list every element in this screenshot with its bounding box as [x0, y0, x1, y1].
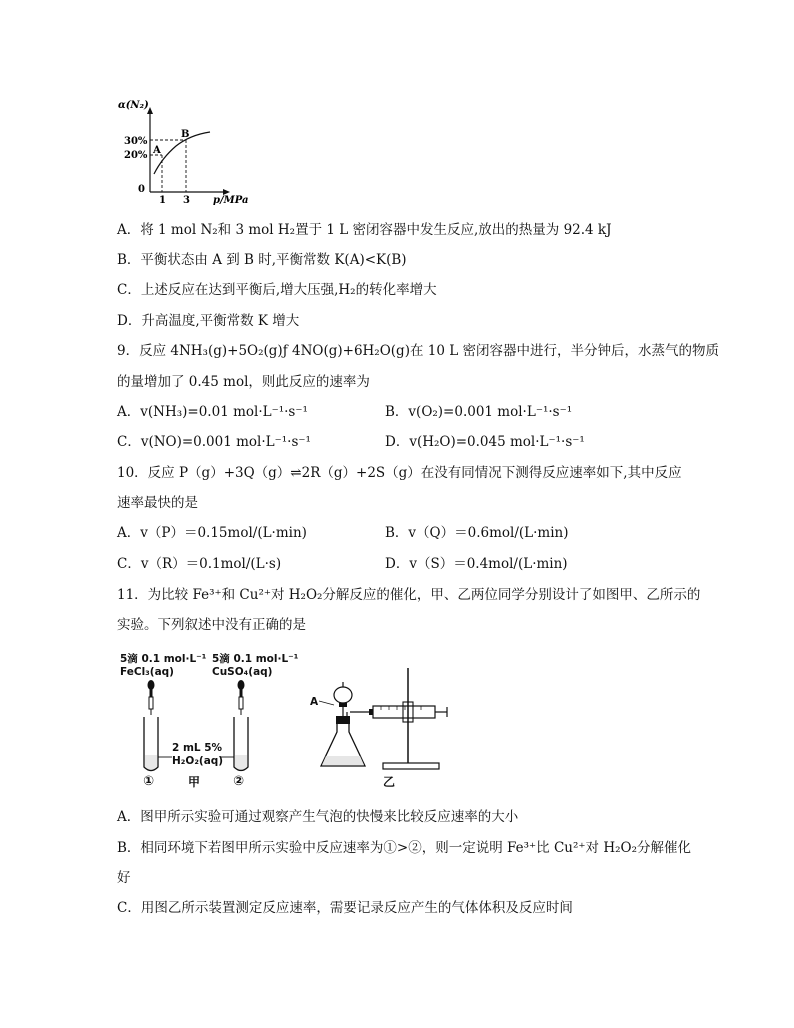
fig-tube1-label: ①: [143, 774, 155, 789]
fig-left-drop-label: 5滴 0.1 mol·L⁻¹: [120, 653, 207, 665]
x-tick-3: 3: [183, 195, 190, 206]
q8-option-c: C．上述反应在达到平衡后,增大压强,H₂的转化率增大: [117, 282, 437, 298]
y-tick-30: 30%: [124, 136, 148, 147]
q10-option-a: A．v（P）＝0.15mol/(L·min): [117, 525, 307, 541]
left-dropper: [148, 680, 155, 715]
right-dropper: [238, 680, 245, 715]
fig-middle-volume-label: 2 mL 5%: [172, 742, 223, 754]
point-b-label: B: [181, 129, 190, 140]
fig-right-drop-label: 5滴 0.1 mol·L⁻¹: [212, 653, 299, 665]
figure-yi-apparatus: [315, 660, 455, 775]
q9-stem-line2: 的量增加了 0.45 mol，则此反应的速率为: [117, 374, 370, 390]
q8-option-a: A．将 1 mol N₂和 3 mol H₂置于 1 L 密闭容器中发生反应,放出的热量为 92.4 kJ: [117, 222, 612, 238]
q11-option-b-line1: B．相同环境下若图甲所示实验中反应速率为①>②，则一定说明 Fe³⁺比 Cu²⁺对 H₂O₂分解催化: [117, 840, 691, 856]
fig-a-label: A: [310, 696, 319, 708]
q10-option-b: B．v（Q）＝0.6mol/(L·min): [385, 525, 569, 541]
y-tick-20: 20%: [124, 150, 148, 161]
q9-option-b: B．v(O₂)=0.001 mol·L⁻¹·s⁻¹: [385, 404, 573, 420]
syringe-barrel: [373, 706, 435, 718]
q10-stem-line1: 10．反应 P（g）+3Q（g）⇌2R（g）+2S（g）在没有同情况下测得反应速率如下,其中反应: [117, 465, 682, 481]
fig-right-reagent-label: CuSO₄(aq): [212, 666, 273, 678]
fig-left-reagent-label: FeCl₃(aq): [120, 666, 174, 678]
fig-jia-label: 甲: [188, 775, 201, 789]
x-tick-1: 1: [159, 195, 166, 206]
flask-stopper: [336, 716, 350, 724]
q9-option-a: A．v(NH₃)=0.01 mol·L⁻¹·s⁻¹: [117, 404, 308, 420]
q10-stem-line2: 速率最快的是: [117, 495, 198, 511]
fig-middle-reagent-label: H₂O₂(aq): [172, 755, 224, 767]
q10-option-d: D．v（S）＝0.4mol/(L·min): [385, 556, 568, 572]
q8-option-d: D．升高温度,平衡常数 K 增大: [117, 313, 300, 329]
q9-option-d: D．v(H₂O)=0.045 mol·L⁻¹·s⁻¹: [385, 434, 585, 450]
label-a-pointer: [319, 701, 334, 705]
fig-yi-label: 乙: [383, 775, 396, 789]
q10-option-c: C．v（R）＝0.1mol/(L·s): [117, 556, 282, 572]
q11-option-a: A．图甲所示实验可通过观察产生气泡的快慢来比较反应速率的大小: [117, 809, 519, 825]
syringe-tip: [369, 709, 373, 715]
graph-x-axis-label: p/MPa: [213, 195, 249, 206]
stand-base: [383, 763, 439, 769]
y-tick-0: 0: [138, 184, 145, 195]
q9-option-c: C．v(NO)=0.001 mol·L⁻¹·s⁻¹: [117, 434, 311, 450]
left-tube-liquid: [145, 755, 157, 770]
right-tube-liquid: [235, 755, 247, 770]
q8-option-b: B．平衡状态由 A 到 B 时,平衡常数 K(A)<K(B): [117, 252, 407, 268]
point-a-label: A: [153, 145, 161, 156]
q9-stem-line1: 9．反应 4NH₃(g)+5O₂(g)ƒ 4NO(g)+6H₂O(g)在 10 L 密闭容器中进行，半分钟后，水蒸气的物质: [117, 343, 719, 359]
q11-stem-line2: 实验。下列叙述中没有正确的是: [117, 617, 306, 633]
graph-y-axis-label: α(N₂): [118, 100, 149, 111]
q11-option-c: C．用图乙所示装置测定反应速率，需要记录反应产生的气体体积及反应时间: [117, 900, 573, 916]
q11-stem-line1: 11．为比较 Fe³⁺和 Cu²⁺对 H₂O₂分解反应的催化，甲、乙两位同学分别设计了如图甲、乙所示的: [117, 587, 701, 603]
flask-liquid: [322, 756, 364, 765]
fig-tube2-label: ②: [233, 774, 245, 789]
figure-jia-apparatus: [120, 675, 260, 775]
equilibrium-graph: [110, 95, 260, 210]
q11-option-b-line2: 好: [117, 870, 131, 886]
